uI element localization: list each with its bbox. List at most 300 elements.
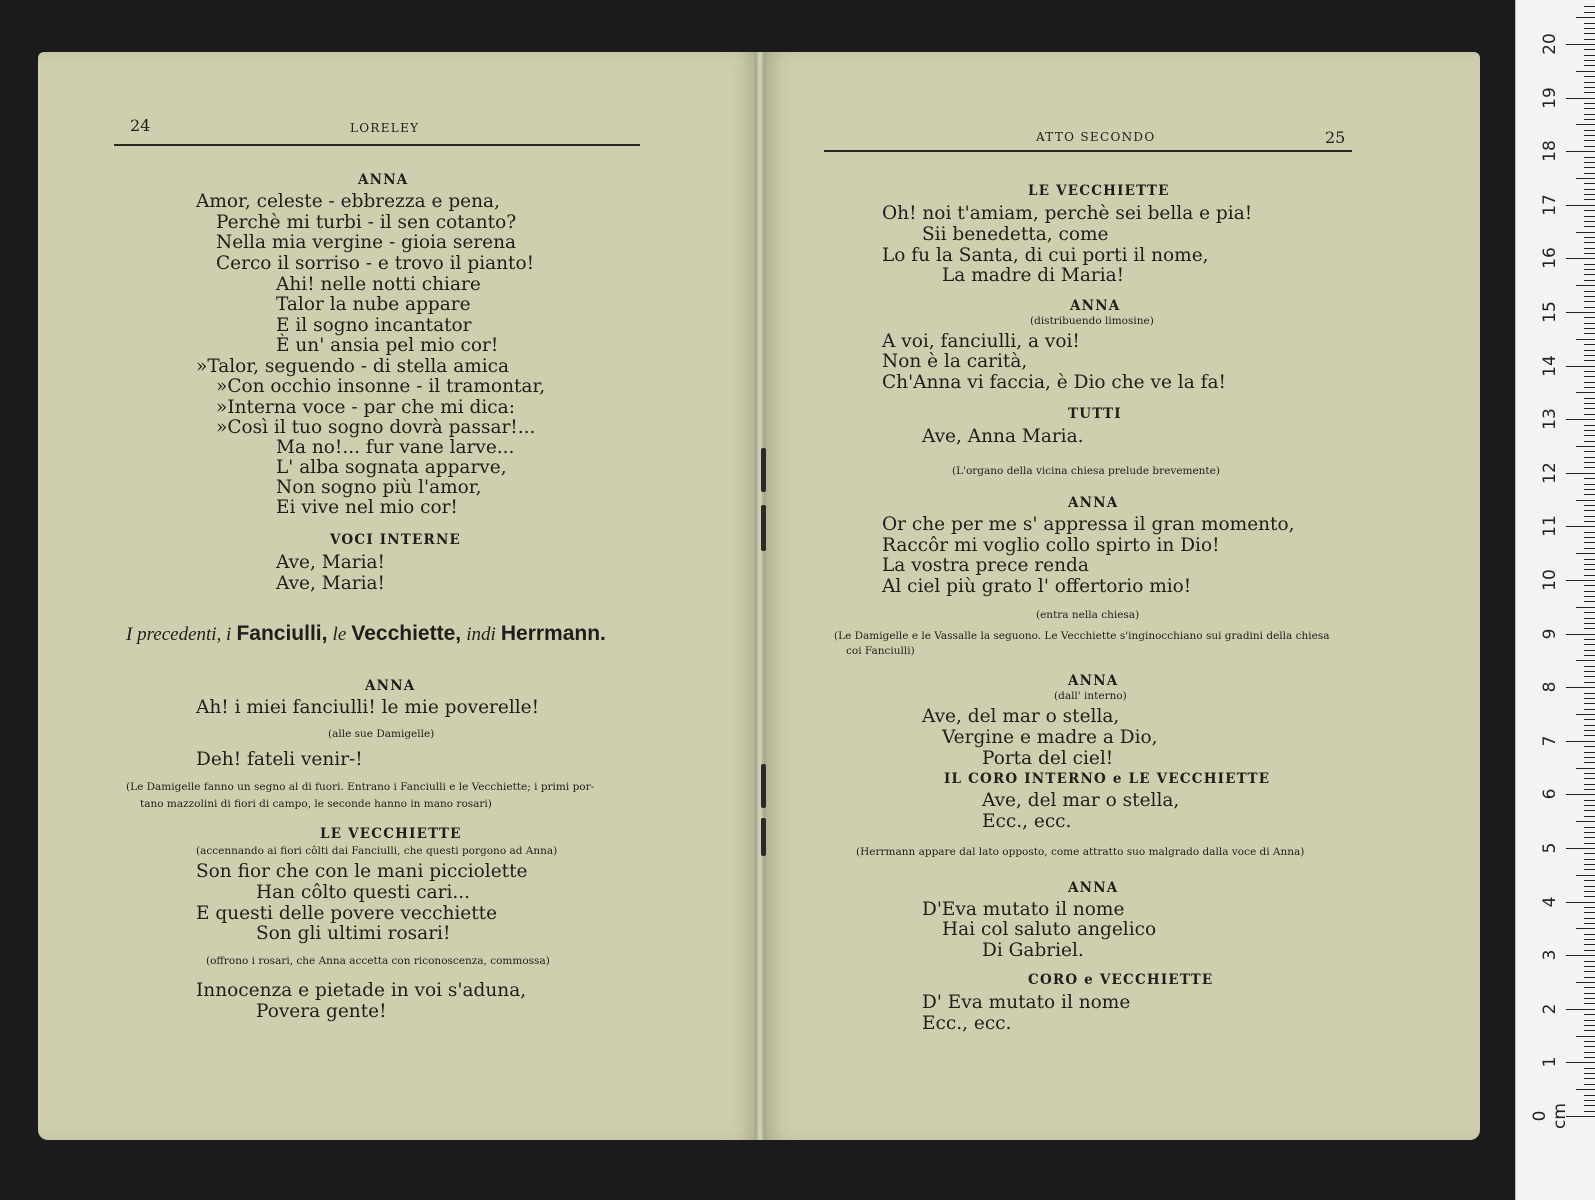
ruler-tick — [1584, 548, 1595, 549]
ruler-tick — [1584, 923, 1595, 924]
ruler-tick — [1584, 350, 1595, 351]
verse-line: Ave, Anna Maria. — [922, 426, 1084, 447]
staple — [761, 764, 766, 808]
book-gutter — [755, 52, 765, 1140]
ruler-tick — [1584, 167, 1595, 168]
ruler-label: 0 cm — [1530, 1103, 1570, 1129]
ruler-tick — [1584, 130, 1595, 131]
stage-direction: (Le Damigelle e le Vassalle la seguono. Le Vecchiette s'inginocchiano sui gradini della chiesa — [834, 630, 1330, 642]
ruler-tick — [1584, 966, 1595, 967]
ruler-tick — [1584, 248, 1595, 249]
ruler-tick — [1576, 446, 1595, 447]
ruler-tick — [1566, 205, 1595, 206]
ruler-tick — [1584, 435, 1595, 436]
ruler-tick — [1584, 157, 1595, 158]
ruler-tick — [1584, 216, 1595, 217]
header-rule — [114, 144, 640, 146]
ruler-tick — [1584, 998, 1595, 999]
ruler-label: 5 — [1540, 842, 1560, 854]
ruler-tick — [1576, 392, 1595, 393]
verse-line: Nella mia vergine - gioia serena — [216, 232, 517, 253]
ruler-tick — [1584, 183, 1595, 184]
ruler-label: 2 — [1540, 1003, 1560, 1015]
ruler-tick — [1566, 1116, 1595, 1117]
ruler-tick — [1584, 441, 1595, 442]
verse-line: Vergine e madre a Dio, — [942, 727, 1158, 748]
scene-text: le — [332, 624, 347, 645]
verse-line: La madre di Maria! — [942, 265, 1125, 286]
verse-line: Innocenza e pietade in voi s'aduna, — [196, 980, 527, 1001]
verse-line: Ecc., ecc. — [982, 811, 1072, 832]
ruler-tick — [1584, 757, 1595, 758]
ruler-label: 7 — [1540, 735, 1560, 747]
ruler-tick — [1566, 902, 1595, 903]
verse-line: Han côlto questi cari... — [256, 882, 471, 903]
verse-line: Sii benedetta, come — [922, 224, 1109, 245]
ruler-tick — [1584, 280, 1595, 281]
ruler-tick — [1584, 628, 1595, 629]
ruler-tick — [1584, 575, 1595, 576]
ruler-tick — [1584, 23, 1595, 24]
running-head: LORELEY — [350, 121, 420, 135]
ruler-tick — [1576, 875, 1595, 876]
verse-line: Ch'Anna vi faccia, è Dio che ve la fa! — [882, 372, 1226, 393]
ruler-tick — [1584, 1046, 1595, 1047]
ruler-tick — [1584, 698, 1595, 699]
ruler-tick — [1584, 1111, 1595, 1112]
ruler-label: 14 — [1540, 354, 1560, 377]
scene-heading — [126, 622, 606, 646]
ruler-tick — [1584, 382, 1595, 383]
ruler-tick — [1584, 1014, 1595, 1015]
ruler-tick — [1576, 285, 1595, 286]
ruler-tick — [1576, 928, 1595, 929]
ruler-tick — [1584, 961, 1595, 962]
ruler-tick — [1584, 912, 1595, 913]
ruler-tick — [1584, 344, 1595, 345]
stage-direction: (distribuendo limosine) — [1030, 315, 1154, 327]
stage-direction: (Le Damigelle fanno un segno al di fuori. Entrano i Fanciulli e le Vecchiette; i primi por- — [126, 781, 595, 793]
ruler-tick — [1566, 258, 1595, 259]
ruler-tick — [1584, 226, 1595, 227]
ruler-tick — [1584, 376, 1595, 377]
ruler-tick — [1584, 1105, 1595, 1106]
ruler-label: 1 — [1540, 1056, 1560, 1068]
speaker-label: LE VECCHIETTE — [1028, 183, 1170, 199]
verse-line: Ave, Maria! — [276, 573, 385, 594]
ruler-tick — [1584, 173, 1595, 174]
scene-text: indi — [466, 624, 496, 645]
stage-direction: (entra nella chiesa) — [1036, 609, 1140, 621]
verse-line: Povera gente! — [256, 1001, 387, 1022]
speaker-label: ANNA — [1070, 298, 1121, 314]
speaker-label: ANNA — [358, 172, 409, 188]
ruler-tick — [1584, 1003, 1595, 1004]
ruler-tick — [1584, 253, 1595, 254]
ruler-tick — [1584, 489, 1595, 490]
verse-line: Cerco il sorriso - e trovo il pianto! — [216, 253, 535, 274]
speaker-label: ANNA — [1068, 673, 1119, 689]
ruler-tick — [1566, 151, 1595, 152]
ruler-tick — [1584, 55, 1595, 56]
ruler-tick — [1584, 939, 1595, 940]
verse-line: Porta del ciel! — [982, 748, 1114, 769]
ruler-tick — [1584, 317, 1595, 318]
ruler-tick — [1584, 944, 1595, 945]
ruler-tick — [1584, 323, 1595, 324]
ruler-tick — [1584, 451, 1595, 452]
ruler-tick — [1584, 886, 1595, 887]
ruler-tick — [1576, 71, 1595, 72]
ruler-tick — [1584, 987, 1595, 988]
ruler-tick — [1584, 810, 1595, 811]
ruler-tick — [1584, 644, 1595, 645]
ruler-tick — [1576, 982, 1595, 983]
ruler-tick — [1584, 403, 1595, 404]
ruler-tick — [1566, 687, 1595, 688]
verse-line: Hai col saluto angelico — [942, 919, 1157, 940]
ruler-tick — [1584, 542, 1595, 543]
ruler-tick — [1584, 1100, 1595, 1101]
ruler-tick — [1584, 735, 1595, 736]
scene-name: Vecchiette, — [351, 622, 462, 645]
ruler-tick — [1584, 639, 1595, 640]
ruler-tick — [1584, 333, 1595, 334]
ruler-tick — [1584, 752, 1595, 753]
scene-name: Fanciulli, — [236, 622, 328, 645]
ruler-tick — [1584, 601, 1595, 602]
ruler-label: 20 — [1540, 33, 1560, 55]
ruler-label: 12 — [1540, 461, 1560, 484]
page-number: 24 — [130, 116, 151, 135]
ruler-tick — [1584, 140, 1595, 141]
ruler-tick — [1584, 114, 1595, 115]
verse-line: Ah! i miei fanciulli! le mie poverelle! — [196, 697, 540, 718]
ruler-tick — [1576, 1036, 1595, 1037]
ruler-tick — [1584, 119, 1595, 120]
verse-line: L' alba sognata apparve, — [276, 457, 507, 478]
ruler-tick — [1584, 709, 1595, 710]
ruler-tick — [1584, 291, 1595, 292]
ruler-tick — [1584, 269, 1595, 270]
verse-line: Raccôr mi voglio collo spirto in Dio! — [882, 535, 1220, 556]
speaker-label: LE VECCHIETTE — [320, 826, 462, 842]
ruler-tick — [1584, 682, 1595, 683]
ruler-tick — [1584, 162, 1595, 163]
verse-line: Al ciel più grato l' offertorio mio! — [882, 576, 1192, 597]
ruler-tick — [1584, 1057, 1595, 1058]
ruler-tick — [1584, 693, 1595, 694]
ruler-tick — [1576, 339, 1595, 340]
ruler-tick — [1584, 65, 1595, 66]
ruler-tick — [1566, 794, 1595, 795]
ruler-tick — [1584, 1078, 1595, 1079]
ruler-tick — [1584, 478, 1595, 479]
ruler-tick — [1584, 33, 1595, 34]
ruler-tick — [1576, 553, 1595, 554]
ruler-tick — [1584, 108, 1595, 109]
ruler-tick — [1584, 274, 1595, 275]
ruler-tick — [1584, 521, 1595, 522]
speaker-label: ANNA — [365, 678, 416, 694]
verse-line: Oh! noi t'amiam, perchè sei bella e pia! — [882, 203, 1253, 224]
ruler-tick — [1584, 784, 1595, 785]
ruler-tick — [1584, 328, 1595, 329]
verse-line: D'Eva mutato il nome — [922, 899, 1125, 920]
page-number: 25 — [1325, 128, 1346, 147]
ruler-tick — [1576, 232, 1595, 233]
ruler-tick — [1566, 1062, 1595, 1063]
verse-line: Non sogno più l'amor, — [276, 477, 482, 498]
ruler-tick — [1576, 660, 1595, 661]
ruler-tick — [1584, 569, 1595, 570]
header-rule — [824, 150, 1352, 152]
ruler-tick — [1584, 92, 1595, 93]
ruler-tick — [1584, 934, 1595, 935]
scene-name: Herrmann. — [500, 622, 606, 645]
ruler-label: 6 — [1540, 788, 1560, 800]
verse-line: Ma no!... fur vane larve... — [276, 437, 515, 458]
ruler-tick — [1584, 559, 1595, 560]
ruler-tick — [1584, 827, 1595, 828]
ruler-tick — [1584, 189, 1595, 190]
ruler-tick — [1584, 1052, 1595, 1053]
staple — [761, 505, 766, 551]
ruler-tick — [1584, 1073, 1595, 1074]
stage-direction: (dall' interno) — [1054, 690, 1127, 702]
ruler-tick — [1584, 993, 1595, 994]
ruler-tick — [1584, 762, 1595, 763]
ruler-tick — [1584, 719, 1595, 720]
ruler-label: 10 — [1540, 569, 1560, 591]
ruler-tick — [1584, 414, 1595, 415]
verse-line: Deh! fateli venir-! — [196, 749, 363, 770]
ruler-tick — [1584, 896, 1595, 897]
speaker-label: ANNA — [1068, 880, 1119, 896]
ruler-tick — [1584, 585, 1595, 586]
ruler-tick — [1584, 371, 1595, 372]
ruler-tick — [1584, 891, 1595, 892]
ruler-tick — [1584, 467, 1595, 468]
verse-line: Ecc., ecc. — [922, 1013, 1012, 1034]
ruler-tick — [1566, 580, 1595, 581]
running-head: ATTO SECONDO — [1036, 130, 1156, 144]
ruler-label: 9 — [1540, 628, 1560, 640]
speaker-label: TUTTI — [1068, 406, 1122, 422]
ruler-tick — [1584, 918, 1595, 919]
ruler-tick — [1584, 28, 1595, 29]
ruler-tick — [1576, 500, 1595, 501]
ruler-tick — [1584, 1041, 1595, 1042]
ruler-label: 16 — [1540, 247, 1560, 270]
ruler-tick — [1584, 950, 1595, 951]
ruler-tick — [1576, 124, 1595, 125]
verse-line: Non è la carità, — [882, 351, 1028, 372]
ruler-tick — [1576, 768, 1595, 769]
ruler-label: 19 — [1540, 86, 1560, 109]
ruler-tick — [1584, 971, 1595, 972]
speaker-label: IL CORO INTERNO e LE VECCHIETTE — [944, 771, 1271, 787]
verse-line: Son fior che con le mani picciolette — [196, 861, 528, 882]
ruler-tick — [1584, 494, 1595, 495]
speaker-label: VOCI INTERNE — [330, 532, 461, 548]
verse-line: »Interna voce - par che mi dica: — [216, 397, 515, 418]
ruler-tick — [1584, 462, 1595, 463]
ruler-tick — [1576, 821, 1595, 822]
ruler-tick — [1584, 387, 1595, 388]
ruler-tick — [1584, 457, 1595, 458]
ruler-tick — [1566, 1009, 1595, 1010]
ruler-tick — [1584, 773, 1595, 774]
ruler-tick — [1584, 618, 1595, 619]
ruler-tick — [1584, 746, 1595, 747]
ruler-tick — [1576, 1089, 1595, 1090]
ruler-tick — [1584, 864, 1595, 865]
verse-line: È un' ansia pel mio cor! — [276, 335, 499, 356]
ruler-tick — [1584, 82, 1595, 83]
ruler-tick — [1584, 800, 1595, 801]
ruler-tick — [1584, 516, 1595, 517]
ruler-tick — [1584, 837, 1595, 838]
ruler-tick — [1584, 510, 1595, 511]
ruler-tick — [1584, 425, 1595, 426]
ruler-label: 18 — [1540, 140, 1560, 163]
ruler-tick — [1584, 612, 1595, 613]
ruler-tick — [1584, 398, 1595, 399]
ruler-tick — [1584, 264, 1595, 265]
ruler-tick — [1584, 880, 1595, 881]
ruler-tick — [1584, 60, 1595, 61]
ruler-tick — [1584, 843, 1595, 844]
speaker-label: CORO e VECCHIETTE — [1028, 972, 1214, 988]
ruler-tick — [1584, 296, 1595, 297]
ruler-tick — [1584, 532, 1595, 533]
ruler-tick — [1584, 671, 1595, 672]
verse-line: D' Eva mutato il nome — [922, 992, 1131, 1013]
ruler-label: 11 — [1540, 515, 1560, 538]
verse-line: E questi delle povere vecchiette — [196, 903, 498, 924]
ruler-tick — [1584, 237, 1595, 238]
ruler-tick — [1584, 135, 1595, 136]
ruler-tick — [1584, 591, 1595, 592]
ruler-tick — [1584, 655, 1595, 656]
speaker-label: ANNA — [1068, 495, 1119, 511]
ruler-tick — [1584, 484, 1595, 485]
verse-line: La vostra prece renda — [882, 555, 1089, 576]
ruler-tick — [1584, 355, 1595, 356]
ruler-tick — [1584, 76, 1595, 77]
verse-line: Lo fu la Santa, di cui porti il nome, — [882, 245, 1209, 266]
ruler-tick — [1584, 12, 1595, 13]
ruler-tick — [1566, 955, 1595, 956]
stage-direction: (L'organo della vicina chiesa prelude brevemente) — [952, 465, 1220, 477]
verse-line: Ahi! nelle notti chiare — [276, 274, 481, 295]
ruler-tick — [1566, 44, 1595, 45]
ruler-tick — [1584, 6, 1595, 7]
ruler-tick — [1576, 17, 1595, 18]
ruler-tick — [1584, 666, 1595, 667]
ruler-tick — [1566, 312, 1595, 313]
measurement-ruler — [1515, 0, 1595, 1200]
ruler-tick — [1584, 505, 1595, 506]
ruler-tick — [1576, 607, 1595, 608]
ruler-tick — [1566, 741, 1595, 742]
ruler-tick — [1584, 1020, 1595, 1021]
verse-line: Di Gabriel. — [982, 940, 1084, 961]
ruler-tick — [1584, 703, 1595, 704]
ruler-tick — [1584, 977, 1595, 978]
ruler-tick — [1584, 859, 1595, 860]
ruler-tick — [1584, 87, 1595, 88]
ruler-tick — [1584, 869, 1595, 870]
ruler-tick — [1584, 242, 1595, 243]
stage-direction: tano mazzolini di fiori di campo, le seconde hanno in mano rosari) — [140, 798, 492, 810]
stage-direction: (Herrmann appare dal lato opposto, come attratto suo malgrado dalla voce di Anna) — [856, 846, 1305, 858]
ruler-label: 3 — [1540, 949, 1560, 961]
staple — [761, 448, 766, 492]
ruler-label: 13 — [1540, 408, 1560, 431]
stage-direction: (alle sue Damigelle) — [328, 728, 435, 740]
ruler-tick — [1584, 623, 1595, 624]
ruler-tick — [1584, 676, 1595, 677]
ruler-tick — [1584, 564, 1595, 565]
ruler-tick — [1584, 725, 1595, 726]
ruler-tick — [1584, 778, 1595, 779]
ruler-tick — [1584, 650, 1595, 651]
stage-direction: (offrono i rosari, che Anna accetta con riconoscenza, commossa) — [206, 955, 550, 967]
ruler-tick — [1584, 360, 1595, 361]
ruler-label: 17 — [1540, 193, 1560, 216]
staple — [761, 818, 766, 856]
ruler-tick — [1584, 210, 1595, 211]
ruler-tick — [1584, 39, 1595, 40]
ruler-tick — [1566, 419, 1595, 420]
verse-line: Amor, celeste - ebbrezza e pena, — [196, 191, 500, 212]
scene-text: I precedenti, i — [126, 624, 232, 645]
ruler-tick — [1584, 537, 1595, 538]
ruler-tick — [1584, 301, 1595, 302]
verse-line: Ei vive nel mio cor! — [276, 497, 458, 518]
verse-line: Or che per me s' appressa il gran momento, — [882, 514, 1295, 535]
ruler-tick — [1584, 194, 1595, 195]
ruler-tick — [1584, 408, 1595, 409]
ruler-tick — [1566, 473, 1595, 474]
verse-line: Perchè mi turbi - il sen cotanto? — [216, 212, 517, 233]
ruler-tick — [1584, 789, 1595, 790]
ruler-tick — [1566, 848, 1595, 849]
ruler-tick — [1566, 634, 1595, 635]
verse-line: Ave, del mar o stella, — [982, 790, 1180, 811]
ruler-label: 15 — [1540, 301, 1560, 323]
verse-line: Ave, del mar o stella, — [922, 706, 1120, 727]
verse-line: Ave, Maria! — [276, 552, 385, 573]
verse-line: A voi, fanciulli, a voi! — [882, 331, 1080, 352]
ruler-tick — [1584, 596, 1595, 597]
ruler-tick — [1584, 430, 1595, 431]
ruler-tick — [1584, 1084, 1595, 1085]
ruler-tick — [1584, 816, 1595, 817]
ruler-tick — [1584, 1068, 1595, 1069]
ruler-tick — [1584, 730, 1595, 731]
verse-line: »Con occhio insonne - il tramontar, — [216, 376, 546, 397]
ruler-tick — [1584, 199, 1595, 200]
ruler-tick — [1584, 1025, 1595, 1026]
ruler-tick — [1584, 307, 1595, 308]
verse-line: »Talor, seguendo - di stella amica — [196, 356, 510, 377]
ruler-tick — [1584, 146, 1595, 147]
ruler-tick — [1584, 907, 1595, 908]
ruler-label: 8 — [1540, 681, 1560, 693]
